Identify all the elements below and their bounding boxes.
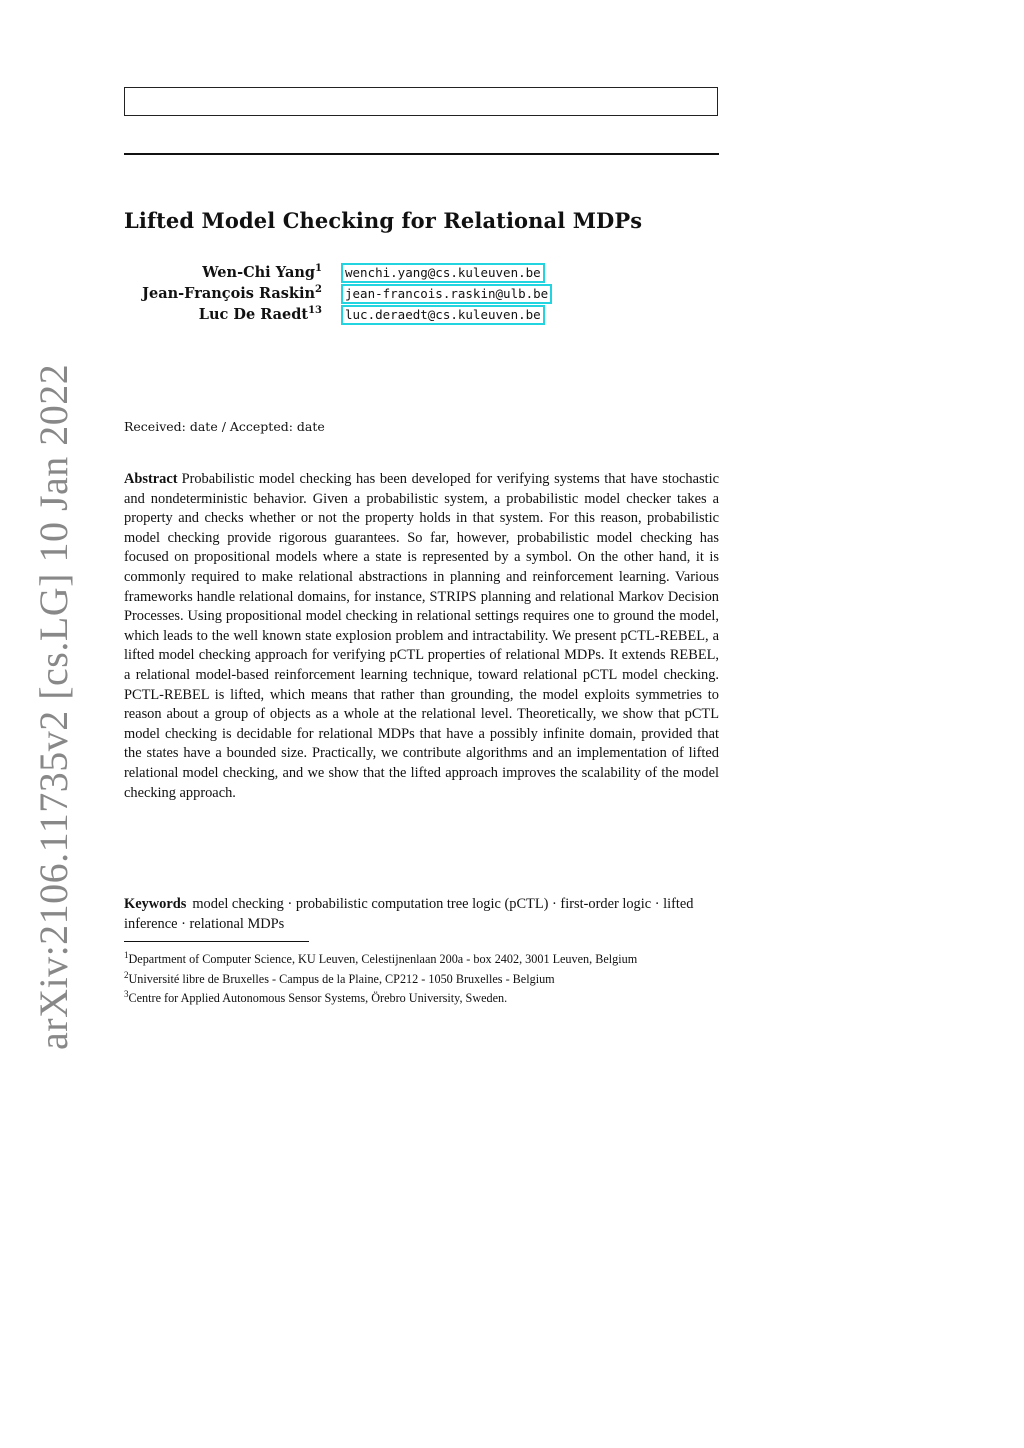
author-row (124, 305, 724, 326)
title-rule (124, 153, 719, 155)
footnotes (124, 948, 719, 1007)
author-email-link[interactable]: jean-francois.raskin@ulb.be (341, 284, 552, 304)
author-row (124, 263, 724, 284)
keywords-label: Keywords (124, 896, 187, 912)
header-box (124, 87, 718, 116)
author-block (124, 263, 724, 326)
received-date: Received: date / Accepted: date (124, 419, 325, 434)
abstract-text: Probabilistic model checking has been developed for verifying systems that have stochastic and nondeterministic behavior. Given a probabilistic system, a probabilistic model checker takes a property and checks whether or not the property holds in that system. For this reason, probabilistic model checking provide rigorous guarantees. So far, however, probabilistic model checking has focused on propositional models where a state is represented by a symbol. On the other hand, it is commonly required to make relational abstractions in planning and reinforcement learning. Various frameworks handle relational domains, for instance, STRIPS planning and relational Markov Decision Processes. Using propositional model checking in relational settings requires one to ground the model, which leads to the well known state explosion problem and intractability. We present pCTL-REBEL, a lifted model checking approach for verifying pCTL properties of relational MDPs. It extends REBEL, a relational model-based reinforcement learning technique, toward relational pCTL model checking. PCTL-REBEL is lifted, which means that rather than grounding, the model exploits symmetries to reason about a group of objects as a whole at the relational level. Theoretically, we show that pCTL model checking is decidable for relational MDPs that have a possibly infinite domain, provided that the states have a bounded size. Practically, we contribute algorithms and an implementation of lifted relational model checking, and we show that the lifted approach improves the scalability of the model checking approach. (124, 471, 719, 801)
keywords-text: model checking · probabilistic computation tree logic (pCTL) · first-order logic · lifted inference · relational MDPs (124, 896, 694, 932)
author-name: Luc De Raedt$^{13}$ (198, 305, 322, 323)
abstract (124, 470, 719, 803)
keywords (124, 894, 719, 934)
author-name: Wen-Chi Yang$^1$ (202, 263, 322, 281)
abstract-label: Abstract (124, 471, 178, 487)
footnote: $^3$Centre for Applied Autonomous Sensor Systems, Örebro University, Sweden. (124, 989, 508, 1006)
author-email-link[interactable]: wenchi.yang@cs.kuleuven.be (341, 263, 545, 283)
author-email-link[interactable]: luc.deraedt@cs.kuleuven.be (341, 305, 545, 325)
author-row (124, 284, 724, 305)
footnote-rule (124, 941, 309, 942)
footnote: $^2$Université libre de Bruxelles - Campus de la Plaine, CP212 - 1050 Bruxelles - Belgium (124, 969, 555, 986)
paper-title: Lifted Model Checking for Relational MDPs (124, 208, 643, 233)
footnote: $^1$Department of Computer Science, KU Leuven, Celestijnenlaan 200a - box 2402, 3001 Leuven, Belgium (124, 950, 638, 967)
arxiv-stamp: arXiv:2106.11735v2 [cs.LG] 10 Jan 2022 (31, 363, 76, 1050)
author-name: Jean-François Raskin$^2$ (142, 284, 322, 302)
